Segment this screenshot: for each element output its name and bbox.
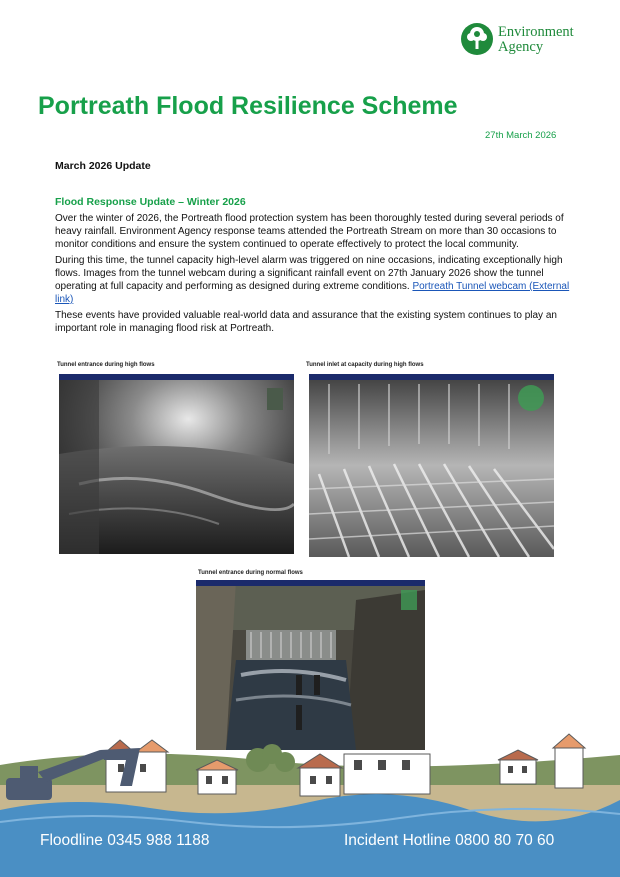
- decorative-town-banner: [0, 730, 620, 877]
- paragraph-3: These events have provided valuable real-world data and assurance that the existing system continues to play an important role in managing flood risk at Portreath.: [55, 310, 557, 334]
- image-caption-2: Tunnel inlet at capacity during high flows: [306, 362, 424, 368]
- section-heading: Flood Response Update – Winter 2026: [55, 196, 246, 208]
- paragraph-1: Over the winter of 2026, the Portreath flood protection system has been thoroughly tested during several periods of heavy rainfall. Environment Agency response teams attended the Portreath Stream on more than 30 occasions to monitor conditions and ensure the system continued to operate effectively to protect the local community.: [55, 213, 564, 250]
- body-text: [55, 212, 585, 338]
- webcam-image-2: [309, 374, 554, 557]
- image-caption-1: Tunnel entrance during high flows: [57, 362, 155, 368]
- update-heading: March 2026 Update: [55, 160, 151, 172]
- tree-logo-icon: [460, 22, 494, 56]
- floodline-number: Floodline 0345 988 1188: [40, 832, 210, 849]
- logo-text-line1: Environment: [498, 24, 574, 40]
- page-title: Portreath Flood Resilience Scheme: [38, 92, 458, 120]
- publication-date: 27th March 2026: [485, 130, 557, 141]
- environment-agency-logo: [460, 22, 600, 60]
- paragraph-2-text: During this time, the tunnel capacity high-level alarm was triggered on nine occasions, indicating exceptionally high flows. Images from the tunnel webcam during a significant rainfall event on 27th January 2026 show the tunnel operating at full capacity and performing as designed during extreme conditions.: [55, 255, 563, 292]
- webcam-link[interactable]: Portreath Tunnel webcam (External link): [55, 281, 570, 305]
- webcam-image-3: [196, 580, 425, 750]
- logo-text-line2: Agency: [498, 39, 544, 55]
- image-caption-3: Tunnel entrance during normal flows: [198, 570, 303, 576]
- paragraph-2: [55, 254, 585, 306]
- webcam-image-1: [59, 374, 294, 554]
- incident-hotline-number: Incident Hotline 0800 80 70 60: [344, 832, 555, 849]
